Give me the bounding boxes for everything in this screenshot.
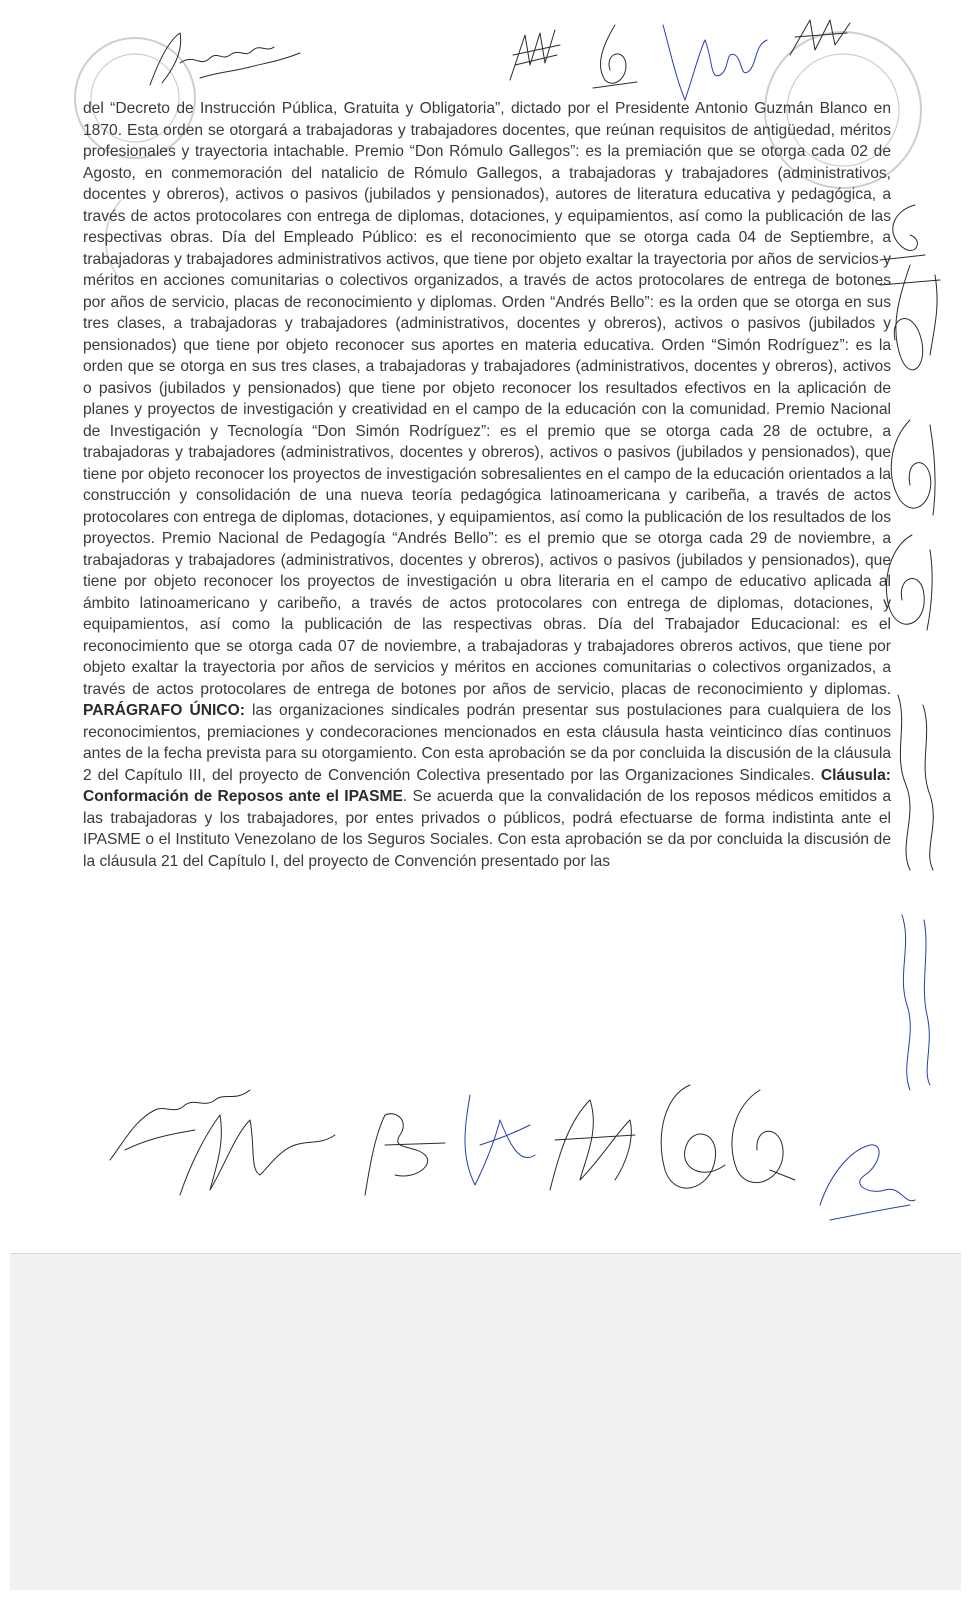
signature-bottom-8-blue xyxy=(810,1125,920,1235)
signature-bottom-2 xyxy=(170,1095,340,1205)
body-part-3: . Se acuerda que la convalidación de los reposos médicos emitidos a las trabajadoras y los trabajadores, por entes privados o públicos, podrá efectuarse de forma indistinta ante el IPASME o el Instituto Venezolano de los Seguros Sociales. Con esta aprobación se da por concluida la discusión de la cláusula 21 del Capítulo I, del proyecto de Convención presentado por las xyxy=(83,788,891,870)
body-part-1: del “Decreto de Instrucción Pública, Gratuita y Obligatoria”, dictado por el Presidente Antonio Guzmán Blanco en 1870. Esta orden se otorgará a trabajadoras y trabajadores docentes, que reúnan requisitos de antigüedad, méritos profesionales y trayectoria intachable. Premio “Don Rómulo Gallegos”: es la premiación que se otorga cada 02 de Agosto, en conmemoración del natalicio de Rómulo Gallegos, a trabajadoras y trabajadores (administrativos, docentes y obreros), activos o pasivos (jubilados y pensionados), autores de literatura educativa y pedagógica, a través de actos protocolares con entrega de diplomas, dotaciones, y equipamientos, así como la publicación de las respectivas obras. Día del Empleado Público: es el reconocimiento que se otorga cada 04 de Septiembre, a trabajadoras y trabajadores administrativos activos, que tiene por objeto exaltar la trayectoria por años de servicios y méritos en acciones comunitarias o colectivos organizados, a través de actos protocolares de entrega de botones por años de servicio, placas de reconocimiento y diplomas. Orden “Andrés Bello”: es la orden que se otorga en sus tres clases, a trabajadoras y trabajadores (administrativos, docentes y obreros), activos o pasivos (jubilados y pensionados) que tiene por objeto reconocer sus aportes en materia educativa. Orden “Simón Rodríguez”: es la orden que se otorga en sus tres clases, a trabajadoras y trabajadores (administrativos, docentes y obreros), activos o pasivos (jubilados y pensionados) que tiene por objeto reconocer los resultados efectivos en la aplicación de planes y proyectos de investigación y creatividad en el campo de la educación con la comunidad. Premio Nacional de Investigación y Tecnología “Don Simón Rodríguez”: es el premio que se otorga cada 28 de octubre, a trabajadoras y trabajadores (administrativos, docentes y obreros), activos o pasivos (jubilados y pensionados), que tiene por objeto reconocer los proyectos de investigación sobresalientes en el campo de la educación orientados a la construcción y consolidación de una nueva teoría pedagógica latinoamericana y caribeña, a través de actos protocolares con entrega de diplomas, dotaciones, y equipamientos, así como la publicación de los resultados de los proyectos. Premio Nacional de Pedagogía “Andrés Bello”: es el premio que se otorga cada 29 de noviembre, a trabajadoras y trabajadores (administrativos, docentes y obreros), activos o pasivos (jubilados y pensionados), que tiene por objeto reconocer los proyectos de investigación u obra literaria en el campo de educativo aplicada al ámbito latinoamericano y caribeño, a través de actos protocolares con entrega de diplomas, dotaciones, y equipamientos, así como la publicación de las respectivas obras. Día del Trabajador Educacional: es el reconocimiento que se otorga cada 07 de noviembre, a trabajadoras y trabajadores obreros activos, que tiene por objeto exaltar la trayectoria por años de servicios y méritos en acciones comunitarias o colectivos organizados, a través de actos protocolares de entrega de botones por años de servicio, placas de reconocimiento y diplomas. xyxy=(83,100,891,698)
document-body-text xyxy=(83,98,891,872)
scanned-document-page xyxy=(10,5,961,1590)
signature-top-2 xyxy=(505,25,565,85)
signature-bottom-5 xyxy=(535,1080,645,1200)
signature-top-5 xyxy=(785,15,855,65)
signature-top-3 xyxy=(585,20,645,95)
signature-bottom-7 xyxy=(715,1080,805,1200)
signature-bottom-4-blue xyxy=(450,1085,540,1195)
signature-right-6-blue xyxy=(882,905,942,1095)
heading-paragrafo-unico: PARÁGRAFO ÚNICO: xyxy=(83,702,245,719)
heading-clausula-reposos: Cláusula: Conformación de Reposos ante el IPASME xyxy=(83,766,891,805)
scanned-sheet xyxy=(10,5,961,1254)
signature-top-1 xyxy=(140,23,310,93)
signature-top-4-blue xyxy=(655,20,775,110)
signature-bottom-3 xyxy=(355,1095,455,1205)
body-part-2: las organizaciones sindicales podrán presentar sus postulaciones para cualquiera de los reconocimientos, premiaciones y condecoraciones mencionados en esta cláusula hasta veinticinco días continuos antes de la fecha prevista para su otorgamiento. Con esta aprobación se da por concluida la discusión de la cláusula 2 del Capítulo III, del proyecto de Convención Colectiva presentado por las Organizaciones Sindicales. xyxy=(83,702,891,784)
